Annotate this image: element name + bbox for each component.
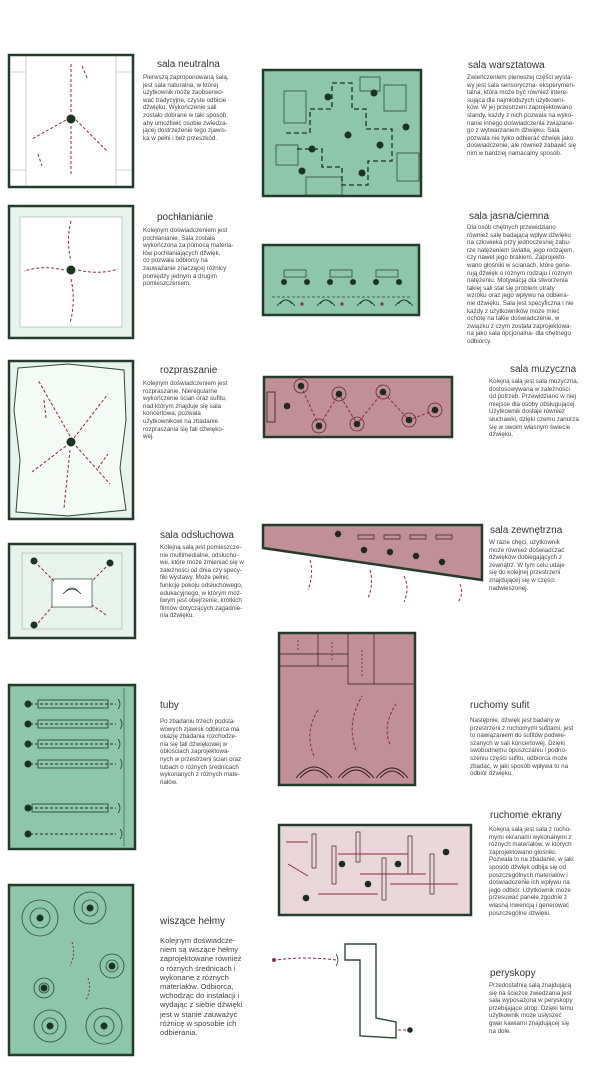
diagram-sala-odsluchowa xyxy=(8,543,136,639)
section-title: sala zewnętrzna xyxy=(490,525,563,536)
diagram-sala-jasna-ciemna xyxy=(262,244,420,316)
diagram-sala-muzyczna xyxy=(263,376,453,438)
section-title: tuby xyxy=(160,700,179,711)
section-text: Kolejnym doświadczeniem jest pochłanianie. Sala została wykończona za pomocą materia- łów pochłaniających dźwięk, co pozwala odbiorcy na zauważanie znaczącej różnicy pomiędzy jednym a drugim pomieszczeniem. xyxy=(143,227,234,288)
section-text: Następnie, dźwięk jest badany w przestrzeni z ruchomymi sufitami, jest to nawiązaniem do sufitów podwie- szanych w sali koncertowej. Dzięki swobodnemu opuszczaniu i podno- szeniu części sufitu, odbiorca może zbadać, w jaki sposób wpływa to na odbiór dźwięku. xyxy=(470,717,574,778)
diagram-rozpraszanie xyxy=(8,360,134,520)
diagram-sala-neutralna xyxy=(8,54,134,188)
section-text: Przedostatnią salą znajdującą się na ścieżce zwiedzania jest sala wyposażona w peryskopy przebijające strop. Dzięki temu użytkownik może usłyszeć gwar kawiarni znajdującej się na dole. xyxy=(489,982,574,1035)
section-text: W razie chęci, użytkownik może również doświadczać dźwięków dobiegających z zewnątrz. W tym celu udaje się do kolejnej przestrzeni znajdującej się w części nadwieszonej. xyxy=(489,539,565,592)
diagram-ruchomy-sufit xyxy=(278,632,416,786)
diagram-tuby xyxy=(8,684,136,850)
diagram-sala-warsztatowa xyxy=(262,69,422,197)
section-text: Kolejną salą jest sala z rucho- mymi ekranami wykonanymi z różnych materiałów, w których zaprojektowano głośniki. Pozwala to na zbadanie, w jaki sposób dźwięk odbija się od poszczególnych materiałów i doświadczenie ich wpływu na jego odbiór. Użytkownik może przesuwać panele zgodnie z własną inwencją i generować poszczególne dźwięki. xyxy=(489,826,574,917)
section-text: Kolejną salą jest pomieszcze- nie multimedialne, odsłucho- we, które może zmieniać się w zależności od dnia czy specy- fiki wystawy. Może pełnić funkcję pokoju odsłuchowego, edukacyjnego, w którym moż- liwym jest obejrzenie, krótkich filmów dotyczących zagadnie- nia dźwięku. xyxy=(160,544,244,620)
section-title: ruchomy sufit xyxy=(470,700,530,711)
section-title: sala muzyczna xyxy=(510,364,577,375)
diagram-ruchome-ekrany xyxy=(278,824,472,916)
diagram-pochlanianie xyxy=(8,205,134,339)
section-text: Kolejną salą jest sala muzyczna, dostosowywana w zależności od potrzeb. Przewidziano w niej miejsce dla osoby obsługującej. Użytkownik dostaje również słuchawki, dzięki czemu zanurza się w swoim własnym świecie dźwięku. xyxy=(489,378,579,439)
section-title: ruchome ekrany xyxy=(490,810,562,821)
section-title: sala odsłuchowa xyxy=(160,530,234,541)
section-text: Pierwszą zaproponowaną salą, jest sala naturalna, w której użytkownik może zaobserwo- wać tradycyjne, czyste odbicie dźwięku. Wykończenie sali zostało dobrane w taki sposób, aby umożliwić osobie zwiedza- jącej dostrzeżenie tego zjawis- ka w pełni i bez przeszkód. xyxy=(143,74,229,142)
diagram-sala-zewnetrzna xyxy=(262,524,484,606)
section-text: Kolejnym doświadczeniem jest rozpraszanie. Nieregularne wykończenie ścian oraz sufitu, nad którym znajduje się sala koncertowa, pozwala użytkownikowi na zbadanie rozpraszania się fali dźwięko- wej. xyxy=(143,380,228,441)
section-title: rozpraszanie xyxy=(160,365,218,376)
section-title: peryskopy xyxy=(490,968,536,979)
section-text: Zwieńczeniem pierwszej części wysta- wy jest sala sensoryczna- eksperymen- talna, która może być również intere- sująca dla najmłodszych użytkowni- ków. W jej przestrzeni zaprojektowano standy, każdy z nich pozwala na wyko- nanie innego doświadczenia związane- go z wytwarzaniem dźwięku. Sala pozwala nie tylko odbierać dźwięk jako doświadczenie, ale również zabawić się nim w bardziej namacalny sposób. xyxy=(467,74,577,157)
diagram-wiszace-helmy xyxy=(8,884,134,1056)
section-text: Kolejnym doświadcze- niem są wiszące hełmy zaprojektowane również o różnych średnicach i wykonane z różnych materiałów. Odbiorca, wchodząc do instalacji i wydając z siebie dźwięki jest w stanie zauważyć różnicę w sposobie ich odbierania. xyxy=(160,936,243,1038)
section-text: Dla osób chętnych przewidziano również salę badającą wpływ dźwięku na człowieka przy jednoczesnej zabu- rze natężeniem światła, jego rodzajem, czy nawet jego brakiem. Zaprojekto- wano głośniki w ścianach, które gene- rują dźwięk o różnym rodzaju i różnym natężeniu. Motywacją dla stworzenia takiej sali stał się problem utraty wzroku oraz jego wpływu na odbiera- nie dźwięku. Sala jest specyficzna i nie każdy z użytkowników może mieć ochotę na takie doświadczenie, w związku z czym została zaprojektowa- na jako sala opcjonalna- dla chętnego odbiorcy. xyxy=(467,224,574,345)
section-title: sala warsztatowa xyxy=(468,60,545,71)
section-title: wiszące hełmy xyxy=(160,916,226,927)
diagram-peryskopy xyxy=(270,942,420,1042)
section-text: Po zbadaniu trzech podsta- wowych zjawisk odbiorca ma okazję zbadania rozchodze- nia się fali dźwiękowej w obłościach zaprojektowa- nych w przestrzeni ścian oraz tubach o różnych średnicach wykonanych z różnych mate- riałów. xyxy=(160,718,242,786)
section-title: pochłanianie xyxy=(157,212,214,223)
section-title: sala jasna/ciemna xyxy=(469,211,550,222)
section-title: sala neutralna xyxy=(157,59,220,70)
